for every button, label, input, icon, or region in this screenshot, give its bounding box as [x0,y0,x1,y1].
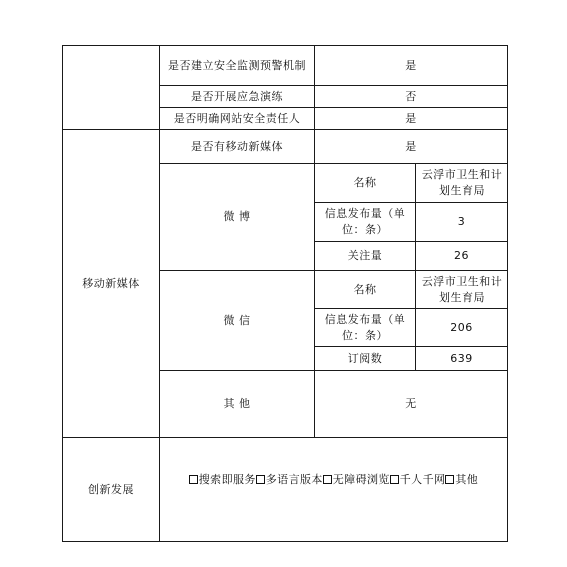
checkbox-icon[interactable] [323,475,332,484]
option-search-as-service[interactable] [189,472,256,488]
other-label: 其 他 [223,397,251,410]
option-multilingual[interactable] [256,472,323,488]
responsible-label: 是否明确网站安全责任人 [173,111,301,125]
weibo-name-value: 云浮市卫生和计划生育局 [421,168,503,197]
wechat-subs-value: 639 [450,351,473,365]
option-label: 无障碍浏览 [332,473,390,486]
other-value: 无 [405,397,417,410]
weibo-follow-label: 关注量 [347,249,383,262]
weibo-follow-value: 26 [454,249,469,262]
checkbox-icon[interactable] [390,475,399,484]
has-media-value: 是 [405,139,417,153]
wechat-name-label: 名称 [353,282,377,296]
weibo-name-label: 名称 [353,176,377,189]
option-other[interactable] [445,472,478,488]
has-media-label: 是否有移动新媒体 [191,139,283,153]
checkbox-icon[interactable] [256,475,265,484]
checkbox-icon[interactable] [189,475,198,484]
responsible-value: 是 [405,111,417,125]
option-personalized[interactable] [390,472,446,488]
drill-value: 否 [405,89,417,103]
wechat-posts-label: 信息发布量（单位：条） [324,312,406,342]
monitor-label: 是否建立安全监测预警机制 [168,58,306,72]
option-label: 其他 [455,473,479,486]
option-label: 搜索即服务 [198,473,256,486]
monitor-value: 是 [405,58,417,72]
mobile-section-label: 移动新媒体 [82,276,140,290]
innovation-options [160,438,507,522]
checkbox-icon[interactable] [445,475,454,484]
wechat-name-value: 云浮市卫生和计划生育局 [421,274,503,304]
wechat-label: 微 信 [223,313,251,327]
wechat-subs-label: 订阅数 [347,351,383,365]
weibo-label: 微 博 [223,210,251,223]
option-label: 千人千网 [399,473,446,486]
weibo-posts-label: 信息发布量（单位：条） [324,207,406,236]
option-label: 多语言版本 [265,473,323,486]
wechat-posts-value: 206 [450,320,473,334]
weibo-posts-value: 3 [457,215,466,228]
drill-label: 是否开展应急演练 [191,89,283,103]
innovation-section-label: 创新发展 [88,482,134,496]
option-accessibility[interactable] [323,472,390,488]
